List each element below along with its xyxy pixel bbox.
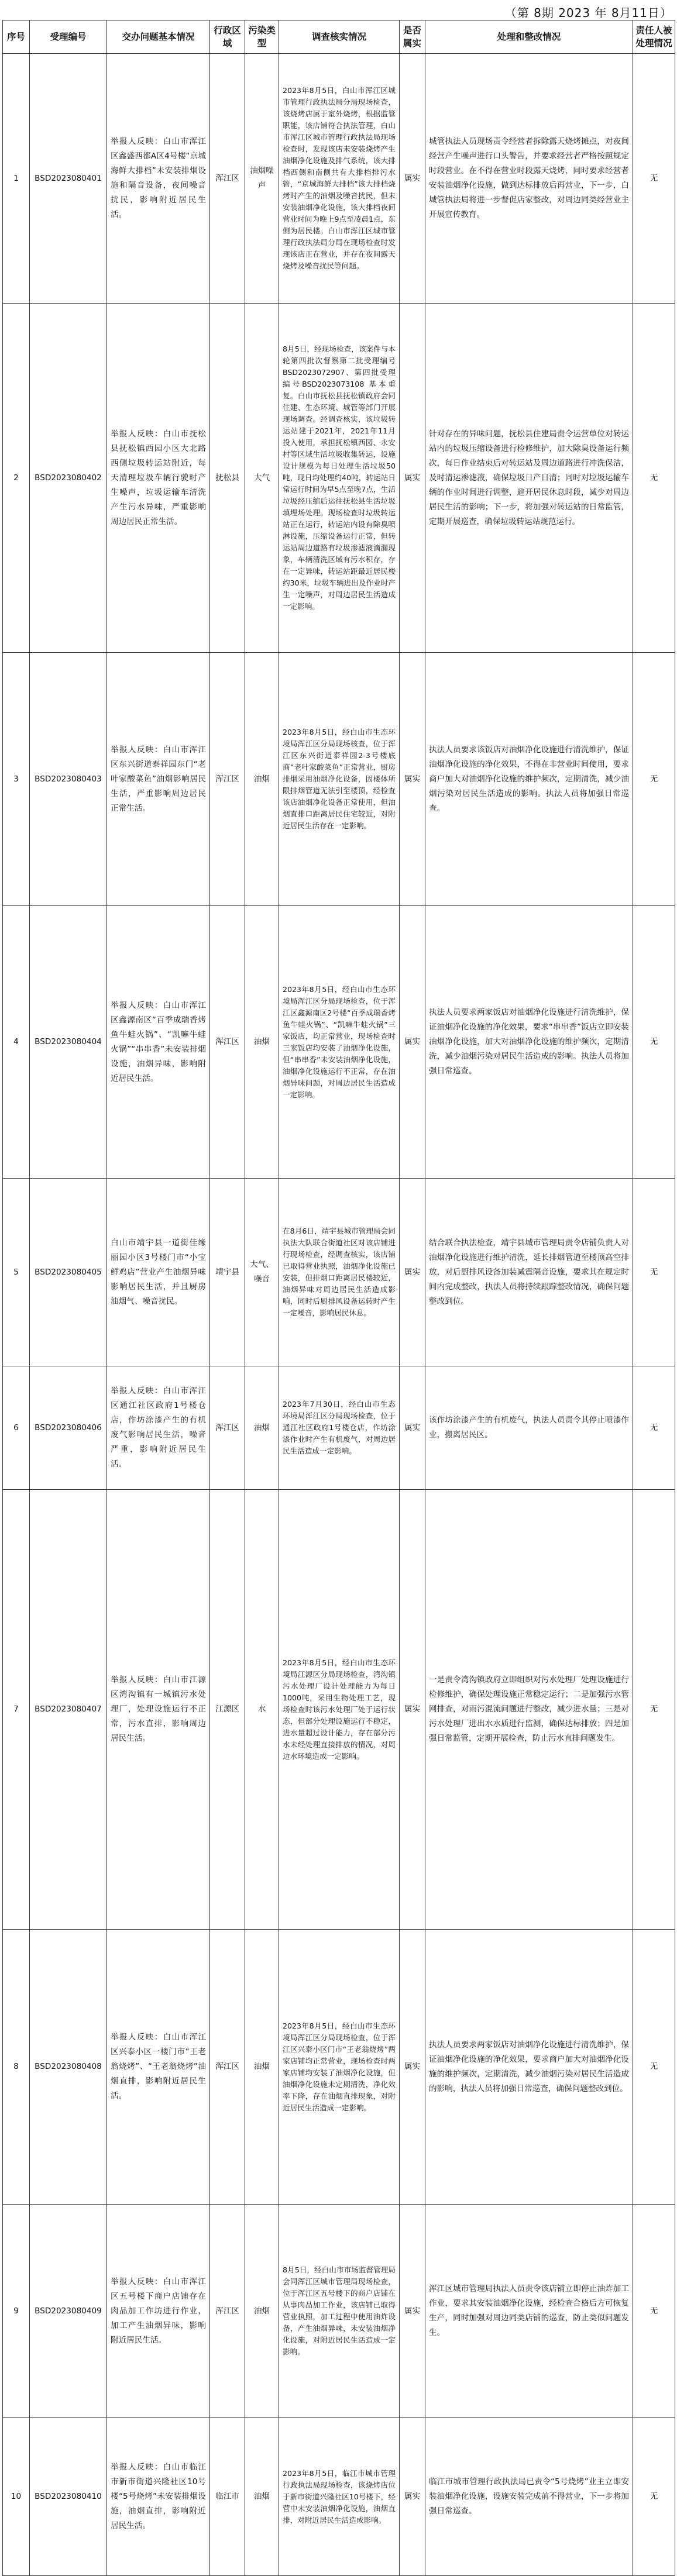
cell-region: 浑江区 — [210, 653, 245, 906]
cell-basic: 举报人反映：白山市浑江区东兴街道泰祥园东门“老叶家酸菜鱼”油烟影响居民生活，严重影响周边居民正常生活。 — [107, 653, 210, 906]
complaint-table — [2, 20, 675, 2576]
table-row — [3, 54, 675, 304]
table-row — [3, 906, 675, 1179]
table-row — [3, 1179, 675, 1366]
cell-true: 属实 — [400, 1490, 425, 1930]
cell-type: 油烟 — [245, 2418, 279, 2576]
cell-type: 油烟噪声 — [245, 54, 279, 304]
cell-type: 油烟 — [245, 653, 279, 906]
cell-type: 油烟 — [245, 1366, 279, 1490]
cell-person: 无 — [633, 2418, 675, 2576]
cell-region: 浑江区 — [210, 1930, 245, 2205]
cell-person: 无 — [633, 1490, 675, 1930]
col-header-region: 行政区域 — [210, 20, 245, 54]
cell-basic: 举报人反映：白山市浑江区鑫盛西都A区4号楼“京城海鲜大排档”未安装排烟设施和隔音设备，夜间噪音扰民，影响附近居民生活。 — [107, 54, 210, 304]
cell-no: 1 — [3, 54, 30, 304]
cell-investigation: 2023年8月5日，经白山市生态环境局浑江区分局现场核查，位于浑江区东兴街道泰祥园2-3号楼底商“老叶家酸菜鱼”正常营业，厨房排烟采用油烟净化设备，因楼体所限排烟管道无法引至楼顶，经检查该店油烟净化设备正常使用，但油烟直排口距离居民住宅较近，对附近居民生活存在一定影响。 — [279, 653, 400, 906]
cell-id: BSD2023080403 — [30, 653, 107, 906]
cell-region: 浑江区 — [210, 906, 245, 1179]
cell-person: 无 — [633, 653, 675, 906]
col-header-handling: 处理和整改情况 — [425, 20, 633, 54]
table-row — [3, 2418, 675, 2576]
cell-handling: 临江市城市管理行政执法局已责令“5号烧烤”业主立即安装油烟净化设施，设施安装完成前不得营业，下一步将加强日常巡查。 — [425, 2418, 633, 2576]
cell-investigation: 在8月6日，靖宇县城市管理局会同执法大队联合街道社区对该店铺进行现场检查，经调查核实，该店铺已取得营业执照，油烟净化设施已安装，但排烟口距离居民楼较近，油烟异味对周边居民生活造成影响，同时后厨排风设备运转时产生一定噪音，影响居民休息。 — [279, 1179, 400, 1366]
cell-investigation: 2023年8月5日，经白山市生态环境局浑江区分局现场检查，位于浑江区鑫源南区2号楼“百季成瑞香烤鱼牛蛙火锅”、“凯嘛牛蛙火锅”三家饭店，均正常营业，现场检查时三家饭店均安装了油烟净化设施，但“串串香”未安装油烟净化设施，油烟净化设施运行不正常，存在油烟异味问题，对周边居民生活造成一定影响。 — [279, 906, 400, 1179]
cell-region: 浑江区 — [210, 54, 245, 304]
cell-no: 5 — [3, 1179, 30, 1366]
cell-true: 属实 — [400, 304, 425, 653]
cell-investigation: 8月5日，经现场检查，该案件与本轮第四批次督察第二批受理编号BSD2023072907、第四批受理编号BSD2023073108 基本重复。白山市抚松县抚松镇政府会同住建、生态环境、城管等部门开展现场调查。经调查核实，该垃圾转运站建于2021年，2021年11月投入使用，承担抚松镇西园、永安村等区域生活垃圾收集转运，设施设计规模为每日处理生活垃圾50吨，现日均处理约40吨，转运站日常运行时间为早5点至晚7点，生活垃圾经压缩后运往抚松县生活垃圾填埋场处理。现场检查时垃圾转运站正在运行，转运站内设有除臭喷淋设施，压缩设备运行正常，但转运站周边道路有垃圾渗滤液滴漏现象，车辆清洗区域有污水积存，存在一定异味，转运站距最近居民楼约30米，垃圾车辆进出及作业时产生一定噪声，对周边居民生活造成一定影响。 — [279, 304, 400, 653]
table-row — [3, 653, 675, 906]
cell-true: 属实 — [400, 1366, 425, 1490]
table-row — [3, 1490, 675, 1930]
col-header-investigation: 调查核实情况 — [279, 20, 400, 54]
cell-person: 无 — [633, 54, 675, 304]
col-header-no: 序号 — [3, 20, 30, 54]
table-row — [3, 1930, 675, 2205]
col-header-basic: 交办问题基本情况 — [107, 20, 210, 54]
cell-no: 7 — [3, 1490, 30, 1930]
cell-basic: 举报人反映：白山市浑江区兴泰小区一楼门市“王老翁烧烤”、“王老翁烧烤”油烟直排，影响附近居民生活。 — [107, 1930, 210, 2205]
cell-handling: 浑江区城市管理局执法人员责令该店铺立即停止油炸加工作业，要求其安装油烟净化设施，经检查合格后方可恢复生产，同时加强对周边同类店铺的巡查，防止类似问题发生。 — [425, 2205, 633, 2418]
cell-person: 无 — [633, 1179, 675, 1366]
cell-type: 水 — [245, 1490, 279, 1930]
cell-basic: 举报人反映：白山市临江市新市街道兴隆社区10号楼“5号烧烤”未安装排烟设施，油烟直排，影响附近居民生活。 — [107, 2418, 210, 2576]
cell-handling: 城管执法人员现场责令经营者拆除露天烧烤摊点，对夜间经营产生噪声进行口头警告，并要求经营者严格按照规定时段营业。在不得在营业时段露天烧烤，同时要求经营者安装油烟净化设施，做到达标排放后再营业，下一步，白城管执法局将进一步督促店家整改，对周边同类经营业主开展宣传教育。 — [425, 54, 633, 304]
cell-no: 10 — [3, 2418, 30, 2576]
cell-basic: 举报人反映：白山市浑江区五号楼下商户店铺存在肉品加工作坊进行作业，加工产生油烟异味，影响附近居民生活。 — [107, 2205, 210, 2418]
cell-handling: 该作坊涂漆产生的有机废气，执法人员责令其停止喷漆作业，搬离居民区。 — [425, 1366, 633, 1490]
cell-type: 大气 — [245, 304, 279, 653]
report-issue-header: （第 8期 2023 年 8月11日） — [504, 6, 672, 20]
cell-investigation: 2023年8月5日，白山市浑江区城市管理行政执法局分局现场检查，该烧烤店属于室外烧烤，根据监管职能，该店铺符合执法管理，白山市浑江区城市管理行政执法局现场检查时，发现该店未安装烧烤产生油烟净化设施及排气系统，该大排档西侧和南侧共有大排档排污水管，“京城海鲜大排档”该大排档烧烤时产生的油烟及噪音扰民，但未安装油烟净化设施，该大排档夜间营业时间为晚上9点至凌晨1点，东侧为居民楼。白山市浑江区城市管理行政执法局分局在现场检查时发现该店正在营业，并存在夜间露天烧烤及噪音扰民等问题。 — [279, 54, 400, 304]
cell-basic: 举报人反映：白山市浑江区鑫源南区“百季成瑞香烤鱼牛蛙火锅”、“凯嘛牛蛙火锅”“串串香”未安装排烟设施，油烟异味，影响附近居民生活。 — [107, 906, 210, 1179]
cell-handling: 执法人员要求该饭店对油烟净化设施进行清洗维护，保证油烟净化设施的净化效果，不得在非营业时间使用，要求商户加大对油烟净化设施的维护频次，定期清洗，减少油烟污染对居民生活造成的影响。执法人员将加强日常巡查。 — [425, 653, 633, 906]
cell-true: 属实 — [400, 906, 425, 1179]
col-header-id: 受理编号 — [30, 20, 107, 54]
cell-id: BSD2023080409 — [30, 2205, 107, 2418]
table-row — [3, 2205, 675, 2418]
cell-basic: 举报人反映：白山市抚松县抚松镇西园小区大北路西侧垃圾转运站附近，每天清理垃圾车辆行驶时产生噪声，垃圾运输车清洗产生污水异味，严重影响周边居民正常生活。 — [107, 304, 210, 653]
cell-no: 3 — [3, 653, 30, 906]
cell-type: 大气、噪音 — [245, 1179, 279, 1366]
cell-true: 属实 — [400, 1930, 425, 2205]
cell-handling: 执法人员要求两家饭店对油烟净化设施进行清洗维护，保证油烟净化设施的净化效果，要求“串串香”饭店立即安装油烟净化设施，加大对油烟净化设施的维护频次，定期清洗，减少油烟污染对居民生活造成的影响。执法人员将加强日常巡查。 — [425, 906, 633, 1179]
cell-investigation: 8月5日，经白山市市场监督管理局会同浑江区城市管理局现场检查，位于浑江区五号楼下的商户店铺在从事肉品加工作业，该店铺已取得营业执照，加工过程中使用油炸设备，产生油烟异味，未安装油烟净化设施，对附近居民生活造成一定影响。 — [279, 2205, 400, 2418]
cell-person: 无 — [633, 1930, 675, 2205]
cell-id: BSD2023080406 — [30, 1366, 107, 1490]
col-header-person: 责任人被处理情况 — [633, 20, 675, 54]
cell-handling: 针对存在的异味问题，抚松县住建局责令运营单位对转运站内的垃圾压缩设备进行检修维护，加大除臭设备运行频次，每日作业结束后对转运站及周边道路进行冲洗保洁，及时清运渗滤液，确保垃圾日产日清；同时对垃圾运输车辆的作业时间进行调整，避开居民休息时段，减少对周边居民生活的影响；下一步，将加强对转运站的日常监管，定期开展巡查，确保垃圾转运站规范运行。 — [425, 304, 633, 653]
table-row — [3, 1366, 675, 1490]
cell-region: 靖宇县 — [210, 1179, 245, 1366]
cell-id: BSD2023080401 — [30, 54, 107, 304]
cell-no: 2 — [3, 304, 30, 653]
cell-region: 江源区 — [210, 1490, 245, 1930]
cell-id: BSD2023080407 — [30, 1490, 107, 1930]
cell-true: 属实 — [400, 2205, 425, 2418]
cell-no: 6 — [3, 1366, 30, 1490]
cell-id: BSD2023080408 — [30, 1930, 107, 2205]
cell-id: BSD2023080405 — [30, 1179, 107, 1366]
cell-no: 9 — [3, 2205, 30, 2418]
cell-region: 浑江区 — [210, 2205, 245, 2418]
cell-id: BSD2023080404 — [30, 906, 107, 1179]
cell-basic: 白山市靖宇县一道街佳缘丽园小区3号楼门市“小宝鲜鸡店”营业产生油烟异味影响居民生活，并且厨房油烟气、噪音扰民。 — [107, 1179, 210, 1366]
cell-person: 无 — [633, 1366, 675, 1490]
cell-region: 抚松县 — [210, 304, 245, 653]
cell-handling: 执法人员要求两家饭店对油烟净化设施进行清洗维护，保证油烟净化设施的净化效果，要求商户加大对油烟净化设施的维护频次，定期清洗，减少油烟污染对居民生活造成的影响，执法人员将加强日常巡查，确保问题整改到位。 — [425, 1930, 633, 2205]
cell-investigation: 2023年7月30日，经白山市生态环境局浑江区分局现场检查，位于通江社区政府1号楼仓店，作坊涂漆作业时产生有机废气，对周边居民生活造成一定影响。 — [279, 1366, 400, 1490]
cell-no: 4 — [3, 906, 30, 1179]
cell-investigation: 2023年8月5日，临江市城市管理行政执法局现场检查，该烧烤店位于新市街道兴隆社区10号楼下，经营中未安装油烟净化设施，油烟直排，对附近居民生活造成影响。 — [279, 2418, 400, 2576]
cell-person: 无 — [633, 906, 675, 1179]
cell-id: BSD2023080410 — [30, 2418, 107, 2576]
cell-investigation: 2023年8月5日，经白山市生态环境局浑江区分局现场检查，位于浑江区兴泰小区门市“王老翁烧烤”两家店铺均正常营业，现场检查时两家店铺均安装了油烟净化设施，但油烟净化设施未定期清洗，净化效率下降，存在油烟直排现象，对附近居民生活造成一定影响。 — [279, 1930, 400, 2205]
table-row — [3, 304, 675, 653]
cell-person: 无 — [633, 2205, 675, 2418]
cell-region: 临江市 — [210, 2418, 245, 2576]
cell-basic: 举报人反映：白山市江源区湾沟镇有一城镇污水处理厂，处理设施运行不正常，污水直排，影响周边居民生活。 — [107, 1490, 210, 1930]
cell-handling: 结合联合执法检查，靖宇县城市管理局责令店铺负责人对油烟净化设施进行维护清洗，延长排烟管道至楼顶高空排放，对后厨排风设备加装减震隔音设施，要求其在规定时间内完成整改，执法人员将持续跟踪整改情况，确保问题整改到位。 — [425, 1179, 633, 1366]
cell-true: 属实 — [400, 2418, 425, 2576]
cell-id: BSD2023080402 — [30, 304, 107, 653]
cell-handling: 一是责令湾沟镇政府立即组织对污水处理厂处理设施进行检修维护，确保处理设施正常稳定运行；二是加强污水管网排查，对雨污混流问题进行整改，减少进水量；三是对污水处理厂进出水水质进行监测，确保达标排放；四是加强日常监管，定期开展检查，防止污水直排问题发生。 — [425, 1490, 633, 1930]
cell-person: 无 — [633, 304, 675, 653]
cell-type: 油烟 — [245, 906, 279, 1179]
cell-true: 属实 — [400, 54, 425, 304]
col-header-true: 是否属实 — [400, 20, 425, 54]
cell-true: 属实 — [400, 653, 425, 906]
cell-region: 浑江区 — [210, 1366, 245, 1490]
col-header-type: 污染类型 — [245, 20, 279, 54]
cell-type: 油烟 — [245, 1930, 279, 2205]
cell-investigation: 2023年8月5日，经白山市生态环境局江源区分局现场检查，湾沟镇污水处理厂设计处理能力为每日1000吨，采用生物处理工艺，现场检查时该污水处理厂处于运行状态，但部分处理设施运行不稳定，进水量超过设计能力，存在部分污水未经处理直接排放的情况，对周边水环境造成一定影响。 — [279, 1490, 400, 1930]
cell-basic: 举报人反映：白山市浑江区通江社区政府1号楼仓店，作坊涂漆产生的有机废气影响居民生活，噪音严重，影响附近居民生活。 — [107, 1366, 210, 1490]
cell-no: 8 — [3, 1930, 30, 2205]
cell-type: 油烟 — [245, 2205, 279, 2418]
cell-true: 属实 — [400, 1179, 425, 1366]
